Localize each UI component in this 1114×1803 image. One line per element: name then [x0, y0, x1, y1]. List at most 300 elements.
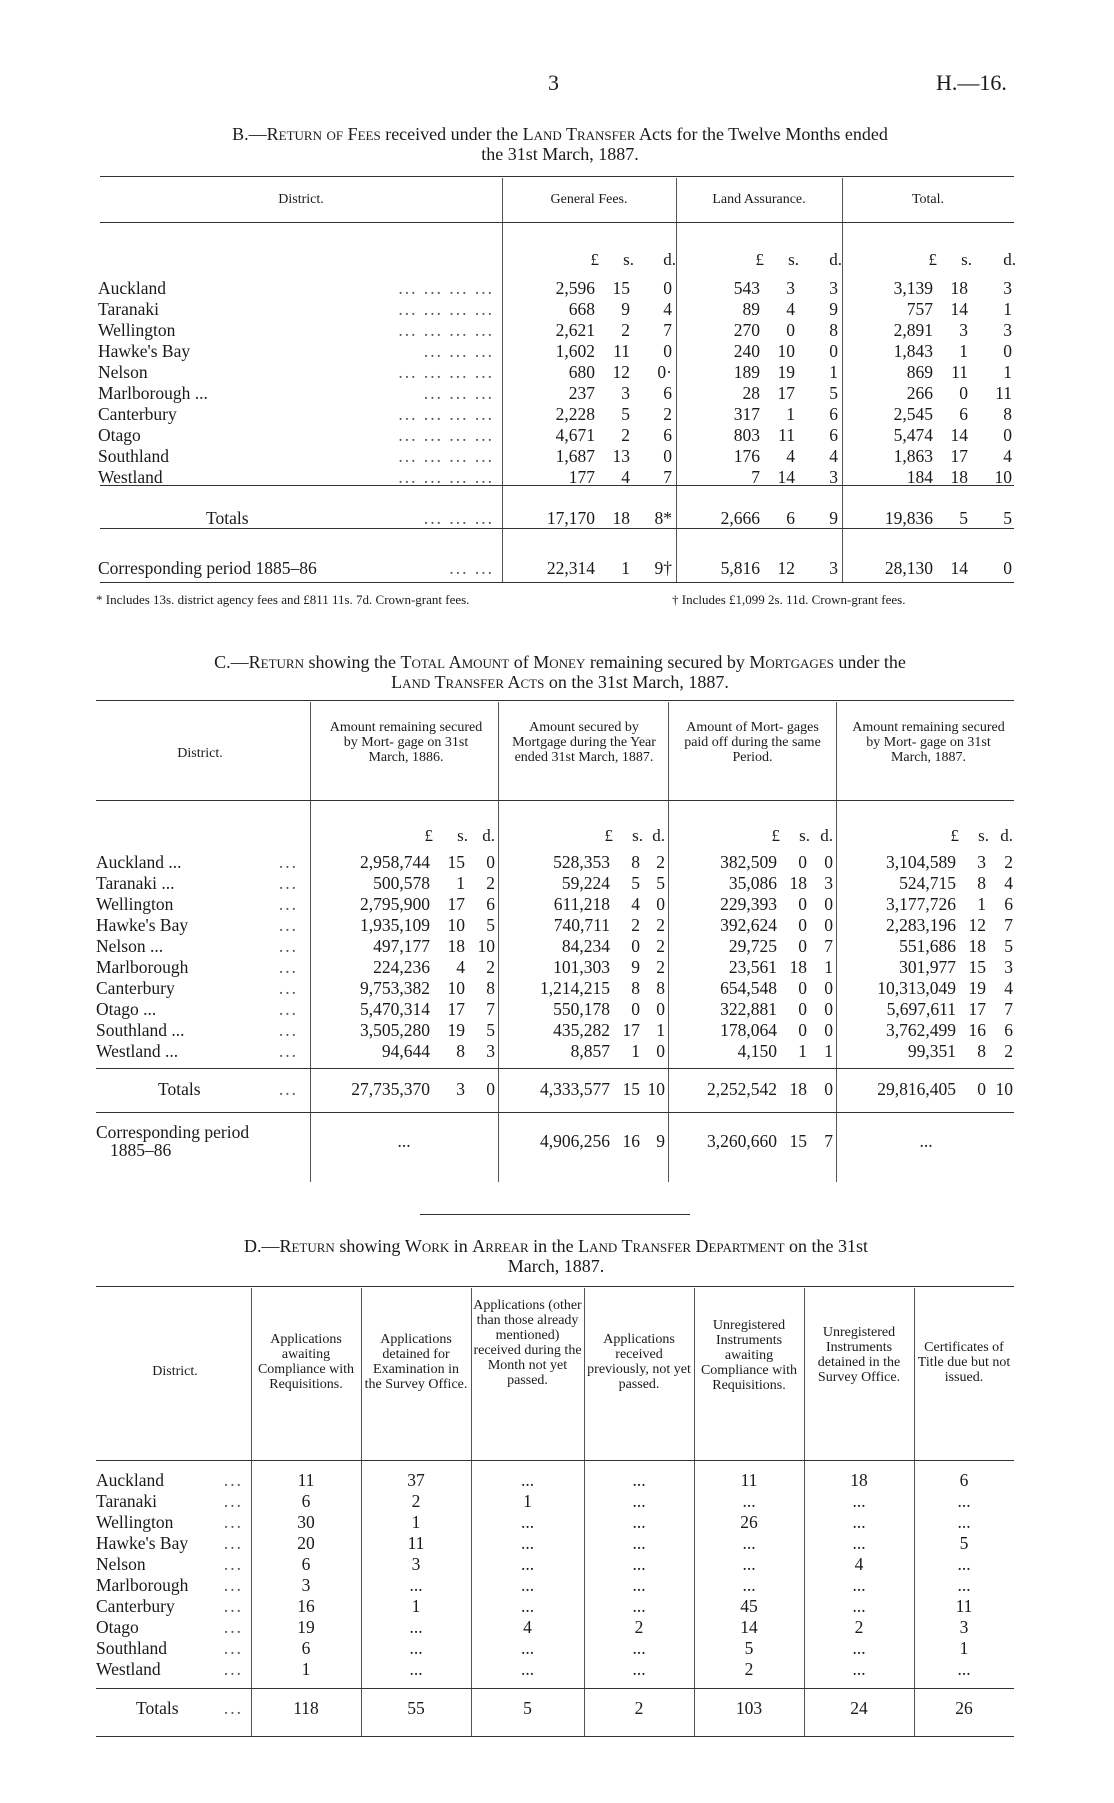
unit-pounds: £: [590, 250, 599, 269]
amount-cell: 14: [777, 467, 795, 487]
d-col-header: Unregistered Instruments detained in the Survey Office.: [817, 1325, 901, 1385]
district-name: Marlborough ...: [98, 383, 208, 403]
corr-label-cell: [98, 548, 502, 588]
totals-row: [96, 1062, 1016, 1116]
amount-cell: 3,104,589: [886, 852, 956, 872]
amount-cell: 5: [486, 1020, 495, 1040]
c-col-header-remaining-1886: Amount remaining secured by Mort- gage on 31st March, 1886.: [329, 720, 483, 765]
amount-cell: 8,857: [570, 1041, 610, 1061]
table-row: [96, 936, 1016, 957]
amount-cell: 0: [959, 383, 968, 403]
amount-cell: 178,064: [720, 1020, 777, 1040]
amount-cell: 266: [906, 383, 933, 403]
total-cell: 4,333,577: [540, 1078, 610, 1099]
amount-cell: 5: [631, 873, 640, 893]
amount-cell: 0: [663, 278, 672, 298]
leader-dots: ... ... ...: [423, 383, 494, 403]
district-cell: [96, 1638, 251, 1659]
unit-shillings: s.: [632, 826, 643, 845]
amount-cell: 229,393: [720, 894, 777, 914]
count-cell: ...: [957, 1554, 971, 1574]
district-name: Marlborough: [96, 957, 189, 977]
amount-cell: 551,686: [899, 936, 956, 956]
district-cell: [96, 1491, 251, 1512]
total-cell: 17,170: [546, 507, 595, 528]
amount-cell: 9,753,382: [360, 978, 430, 998]
col-header-land-assurance: Land Assurance.: [712, 192, 806, 207]
count-cell: 11: [955, 1596, 973, 1616]
count-cell: ...: [520, 1575, 535, 1595]
amount-cell: 5,470,314: [360, 999, 430, 1019]
corr-cell: 15: [789, 1130, 807, 1151]
count-cell: 1: [301, 1659, 311, 1679]
corr-cell: 12: [777, 557, 795, 578]
amount-cell: 9: [829, 299, 838, 319]
district-cell: [96, 1659, 251, 1680]
corr-cell-empty: ...: [397, 1130, 411, 1151]
count-cell: 2: [411, 1491, 421, 1511]
district-name: Marlborough: [96, 1575, 189, 1595]
amount-cell: 59,224: [561, 873, 610, 893]
leader-dots: ...: [278, 999, 298, 1019]
footnote-corresponding: † Includes £1,099 2s. 11d. Crown-grant fees.: [672, 592, 906, 607]
amount-cell: 550,178: [553, 999, 610, 1019]
leader-dots: ...: [223, 1617, 243, 1637]
amount-cell: 0: [631, 936, 640, 956]
table-row: [98, 383, 1016, 404]
leader-dots: ... ...: [449, 557, 494, 578]
amount-cell: 28: [742, 383, 760, 403]
leader-dots: ... ... ... ...: [398, 320, 494, 340]
district-name: Canterbury: [96, 978, 175, 998]
amount-cell: 0: [798, 978, 807, 998]
leader-dots: ...: [223, 1697, 243, 1718]
district-name: Westland: [96, 1659, 161, 1679]
amount-cell: 7: [751, 467, 760, 487]
count-cell: ...: [852, 1491, 866, 1511]
table-row: [96, 1596, 1014, 1617]
district-cell: [96, 1041, 310, 1062]
amount-cell: 0: [798, 1020, 807, 1040]
total-cell: 15: [622, 1078, 640, 1099]
amount-cell: 8: [631, 978, 640, 998]
amount-cell: 1: [824, 957, 833, 977]
c-col-header-paid-off: Amount of Mort- gages paid off during the same Period.: [684, 720, 821, 765]
district-cell: [98, 362, 502, 383]
count-cell: ...: [520, 1638, 535, 1658]
amount-cell: 1,687: [555, 446, 595, 466]
table-row: [96, 894, 1016, 915]
totals-label-cell: [98, 488, 502, 548]
count-cell: 14: [740, 1617, 758, 1637]
amount-cell: 6: [663, 425, 672, 445]
count-cell: ...: [409, 1617, 423, 1637]
amount-cell: 11: [995, 383, 1012, 403]
amount-cell: 4: [663, 299, 672, 319]
amount-cell: 18: [968, 936, 986, 956]
amount-cell: 0: [798, 999, 807, 1019]
table-row: [96, 1533, 1014, 1554]
footnote-general-fees: * Includes 13s. district agency fees and £811 11s. 7d. Crown-grant fees.: [96, 592, 470, 607]
unit-pence: d.: [820, 826, 833, 845]
amount-cell: 0: [824, 999, 833, 1019]
leader-dots: ...: [223, 1596, 243, 1616]
amount-cell: 0: [798, 936, 807, 956]
corr-cell: 3: [829, 557, 838, 578]
count-cell: 16: [297, 1596, 315, 1616]
district-name: Hawke's Bay: [96, 1533, 189, 1553]
count-cell: ...: [742, 1491, 756, 1511]
amount-cell: 0: [824, 894, 833, 914]
amount-cell: 10: [477, 936, 495, 956]
district-cell: [96, 1533, 251, 1554]
amount-cell: 654,548: [720, 978, 777, 998]
amount-cell: 1,843: [893, 341, 933, 361]
amount-cell: 2,891: [893, 320, 933, 340]
amount-cell: 8: [829, 320, 838, 340]
totals-label: Totals: [158, 1078, 201, 1099]
amount-cell: 4: [631, 894, 640, 914]
amount-cell: 7: [1004, 999, 1013, 1019]
amount-cell: 0: [663, 446, 672, 466]
amount-cell: 224,236: [373, 957, 430, 977]
d-col-header: Applications awaiting Compliance with Requisitions.: [257, 1332, 355, 1392]
amount-cell: 0: [1003, 341, 1012, 361]
table-row: [98, 446, 1016, 467]
amount-cell: 3: [786, 278, 795, 298]
table-row: [96, 999, 1016, 1020]
amount-cell: 18: [789, 957, 807, 977]
corr-cell: 28,130: [884, 557, 933, 578]
amount-cell: 240: [733, 341, 760, 361]
count-cell: 6: [301, 1638, 311, 1658]
leader-dots: ... ... ... ...: [398, 299, 494, 319]
amount-cell: 0: [829, 341, 838, 361]
amount-cell: 1: [977, 894, 986, 914]
fees-table: [98, 250, 1016, 588]
amount-cell: 301,977: [899, 957, 956, 977]
amount-cell: 3: [1003, 278, 1012, 298]
amount-cell: 13: [612, 446, 630, 466]
d-col-header-district: District.: [152, 1364, 198, 1379]
amount-cell: 4: [786, 299, 795, 319]
leader-dots: ...: [223, 1512, 243, 1532]
amount-cell: 17: [622, 1020, 640, 1040]
amount-cell: 1: [798, 1041, 807, 1061]
amount-cell: 1: [829, 362, 838, 382]
total-cell: 103: [735, 1697, 763, 1718]
count-cell: ...: [632, 1575, 646, 1595]
amount-cell: 4: [1004, 978, 1013, 998]
amount-cell: 3: [1003, 320, 1012, 340]
leader-dots: ...: [223, 1470, 243, 1490]
count-cell: 37: [407, 1470, 425, 1490]
total-cell: 27,735,370: [351, 1078, 430, 1099]
amount-cell: 543: [733, 278, 760, 298]
count-cell: 3: [411, 1554, 421, 1574]
amount-cell: 0: [786, 320, 795, 340]
amount-cell: 5,474: [893, 425, 933, 445]
count-cell: 2: [744, 1659, 754, 1679]
district-name: Wellington: [96, 894, 174, 914]
amount-cell: 2,795,900: [360, 894, 430, 914]
d-col-header: Certificates of Title due but not issued.: [917, 1340, 1011, 1385]
amount-cell: 84,234: [561, 936, 610, 956]
count-cell: ...: [742, 1533, 756, 1553]
corr-label-cell: [96, 1116, 310, 1166]
district-name: Southland: [96, 1638, 167, 1658]
amount-cell: 12: [612, 362, 630, 382]
table-row: [96, 1041, 1016, 1062]
total-cell: 10: [647, 1078, 665, 1099]
amount-cell: 14: [950, 425, 968, 445]
count-cell: 6: [301, 1491, 311, 1511]
amount-cell: 18: [950, 278, 968, 298]
amount-cell: 270: [733, 320, 760, 340]
district-cell: [96, 1554, 251, 1575]
table-row: [96, 1491, 1014, 1512]
amount-cell: 3,177,726: [886, 894, 956, 914]
district-name: Southland: [98, 446, 169, 466]
unit-pence: d.: [482, 826, 495, 845]
table-row: [98, 362, 1016, 383]
table-row: [98, 341, 1016, 362]
amount-cell: 1,214,215: [540, 978, 610, 998]
amount-cell: 2: [656, 915, 665, 935]
amount-cell: 35,086: [728, 873, 777, 893]
district-name: Southland ...: [96, 1020, 185, 1040]
table-row: [98, 278, 1016, 299]
district-name: Westland ...: [96, 1041, 179, 1061]
leader-dots: ...: [278, 936, 298, 956]
amount-cell: 3: [829, 467, 838, 487]
section-b-title: B.—Return of Fees received under the Land Transfer Acts for the Twelve Months ended the 31st March, 1887.: [232, 124, 888, 164]
amount-cell: 8: [977, 873, 986, 893]
amount-cell: 2,228: [555, 404, 595, 424]
amount-cell: 0: [656, 894, 665, 914]
amount-cell: 1: [786, 404, 795, 424]
district-name: Taranaki ...: [96, 873, 175, 893]
district-cell: [96, 1617, 251, 1638]
leader-dots: ...: [223, 1491, 243, 1511]
amount-cell: 16: [968, 1020, 986, 1040]
amount-cell: 1: [456, 873, 465, 893]
count-cell: 2: [854, 1617, 864, 1637]
table-row: [98, 320, 1016, 341]
corr-cell: 3,260,660: [707, 1130, 777, 1151]
district-cell: [96, 999, 310, 1020]
count-cell: ...: [742, 1575, 756, 1595]
amount-cell: 2: [1004, 852, 1013, 872]
total-cell: 0: [486, 1078, 495, 1099]
amount-cell: 9: [621, 299, 630, 319]
d-col-header: Applications received previously, not yet passed.: [587, 1332, 691, 1392]
amount-cell: 19: [447, 1020, 465, 1040]
count-cell: 18: [850, 1470, 868, 1490]
district-name: Nelson ...: [96, 936, 164, 956]
count-cell: 11: [407, 1533, 425, 1553]
table-row: [96, 915, 1016, 936]
district-cell: [96, 978, 310, 999]
amount-cell: 94,644: [381, 1041, 430, 1061]
unit-blank: [98, 250, 502, 278]
district-cell: [96, 1575, 251, 1596]
mortgages-table: [96, 826, 1016, 1166]
amount-cell: 1,863: [893, 446, 933, 466]
count-cell: ...: [632, 1533, 646, 1553]
unit-pence: d.: [1003, 250, 1016, 269]
amount-cell: 18: [447, 936, 465, 956]
count-cell: ...: [520, 1596, 535, 1616]
amount-cell: 757: [906, 299, 933, 319]
leader-dots: ... ... ... ...: [398, 446, 494, 466]
total-cell: 9: [829, 507, 838, 528]
count-cell: 30: [297, 1512, 315, 1532]
amount-cell: 11: [951, 362, 968, 382]
amount-cell: 0: [663, 341, 672, 361]
amount-cell: 2: [486, 957, 495, 977]
amount-cell: 8: [456, 1041, 465, 1061]
district-cell: [96, 915, 310, 936]
district-cell: [98, 320, 502, 341]
unit-pence: d.: [829, 250, 842, 269]
unit-pounds: £: [771, 826, 780, 845]
leader-dots: ...: [278, 894, 298, 914]
amount-cell: 11: [613, 341, 630, 361]
amount-cell: 2,283,196: [886, 915, 956, 935]
totals-label: Totals: [206, 507, 249, 528]
amount-cell: 18: [950, 467, 968, 487]
amount-cell: 3: [621, 383, 630, 403]
count-cell: 1: [523, 1491, 532, 1511]
arrears-table: [96, 1470, 1014, 1736]
corr-cell: 4,906,256: [540, 1130, 610, 1151]
leader-dots: ...: [278, 1020, 298, 1040]
district-name: Nelson: [96, 1554, 146, 1574]
amount-cell: 869: [906, 362, 933, 382]
unit-pounds: £: [755, 250, 764, 269]
count-cell: 3: [959, 1617, 969, 1637]
d-col-header: Applications detained for Examination in the Survey Office.: [364, 1332, 468, 1392]
amount-cell: 6: [829, 404, 838, 424]
total-cell: 118: [293, 1697, 319, 1718]
amount-cell: 0: [798, 852, 807, 872]
amount-cell: 4: [1003, 446, 1012, 466]
amount-cell: 99,351: [907, 1041, 956, 1061]
district-cell: [98, 278, 502, 299]
amount-cell: 189: [733, 362, 760, 382]
total-cell: 26: [955, 1697, 973, 1718]
amount-cell: 0: [798, 915, 807, 935]
unit-shillings: s.: [623, 250, 634, 269]
count-cell: 19: [297, 1617, 315, 1637]
count-cell: ...: [409, 1659, 423, 1679]
district-cell: [98, 467, 502, 488]
col-header-total: Total.: [911, 192, 945, 207]
count-cell: ...: [852, 1512, 866, 1532]
amount-cell: 237: [568, 383, 595, 403]
count-cell: ...: [742, 1554, 756, 1574]
amount-cell: 17: [447, 999, 465, 1019]
district-name: Otago: [98, 425, 141, 445]
total-cell: 55: [407, 1697, 425, 1718]
amount-cell: 12: [968, 915, 986, 935]
amount-cell: 2: [656, 852, 665, 872]
amount-cell: 7: [1004, 915, 1013, 935]
amount-cell: 803: [733, 425, 760, 445]
amount-cell: 101,303: [553, 957, 610, 977]
c-col-header-remaining-1887: Amount remaining secured by Mort- gage on 31st March, 1887.: [852, 720, 1005, 765]
amount-cell: 29,725: [728, 936, 777, 956]
table-row: [96, 1575, 1014, 1596]
corr-cell: 22,314: [546, 557, 595, 578]
table-row: [96, 852, 1016, 873]
total-cell: 24: [850, 1697, 868, 1718]
amount-cell: 1,602: [555, 341, 595, 361]
amount-cell: 6: [1004, 894, 1013, 914]
leader-dots: ...: [223, 1638, 243, 1658]
amount-cell: 15: [447, 852, 465, 872]
leader-dots: ...: [278, 852, 298, 872]
total-cell: 5: [1003, 507, 1012, 528]
count-cell: 1: [959, 1638, 969, 1658]
amount-cell: 7: [824, 936, 833, 956]
leader-dots: ...: [278, 873, 298, 893]
count-cell: ...: [632, 1638, 646, 1658]
unit-blank: [96, 826, 310, 852]
amount-cell: 15: [612, 278, 630, 298]
unit-shillings: s.: [799, 826, 810, 845]
count-cell: ...: [852, 1659, 866, 1679]
totals-row: [96, 1680, 1014, 1736]
total-cell: 5: [959, 507, 968, 528]
amount-cell: 9: [631, 957, 640, 977]
amount-cell: 5: [829, 383, 838, 403]
total-cell: 0: [824, 1078, 833, 1099]
amount-cell: 0: [824, 915, 833, 935]
amount-cell: 6: [663, 383, 672, 403]
count-cell: 6: [959, 1470, 969, 1490]
total-cell: 18: [612, 507, 630, 528]
page-number: 3: [548, 70, 559, 95]
count-cell: ...: [632, 1554, 646, 1574]
corr-cell: 9†: [654, 557, 672, 578]
district-name: Canterbury: [96, 1596, 175, 1616]
amount-cell: 8: [1003, 404, 1012, 424]
amount-cell: 19: [777, 362, 795, 382]
amount-cell: 392,624: [720, 915, 777, 935]
totals-row: [98, 488, 1016, 548]
table-row: [98, 425, 1016, 446]
amount-cell: 2: [663, 404, 672, 424]
amount-cell: 2: [486, 873, 495, 893]
amount-cell: 10: [447, 978, 465, 998]
count-cell: 1: [411, 1512, 421, 1532]
amount-cell: 17: [968, 999, 986, 1019]
totals-label-cell: [96, 1062, 310, 1116]
col-header-general-fees: General Fees.: [550, 192, 628, 207]
amount-cell: 89: [742, 299, 760, 319]
total-cell: 2: [634, 1697, 644, 1718]
amount-cell: 10: [447, 915, 465, 935]
amount-cell: 7: [663, 467, 672, 487]
corr-cell-empty: ...: [919, 1130, 933, 1151]
amount-cell: 1: [959, 341, 968, 361]
amount-cell: 5: [486, 915, 495, 935]
district-cell: [96, 1512, 251, 1533]
amount-cell: 2: [621, 320, 630, 340]
d-col-header: Unregistered Instruments awaiting Compliance with Requisitions.: [700, 1318, 798, 1393]
